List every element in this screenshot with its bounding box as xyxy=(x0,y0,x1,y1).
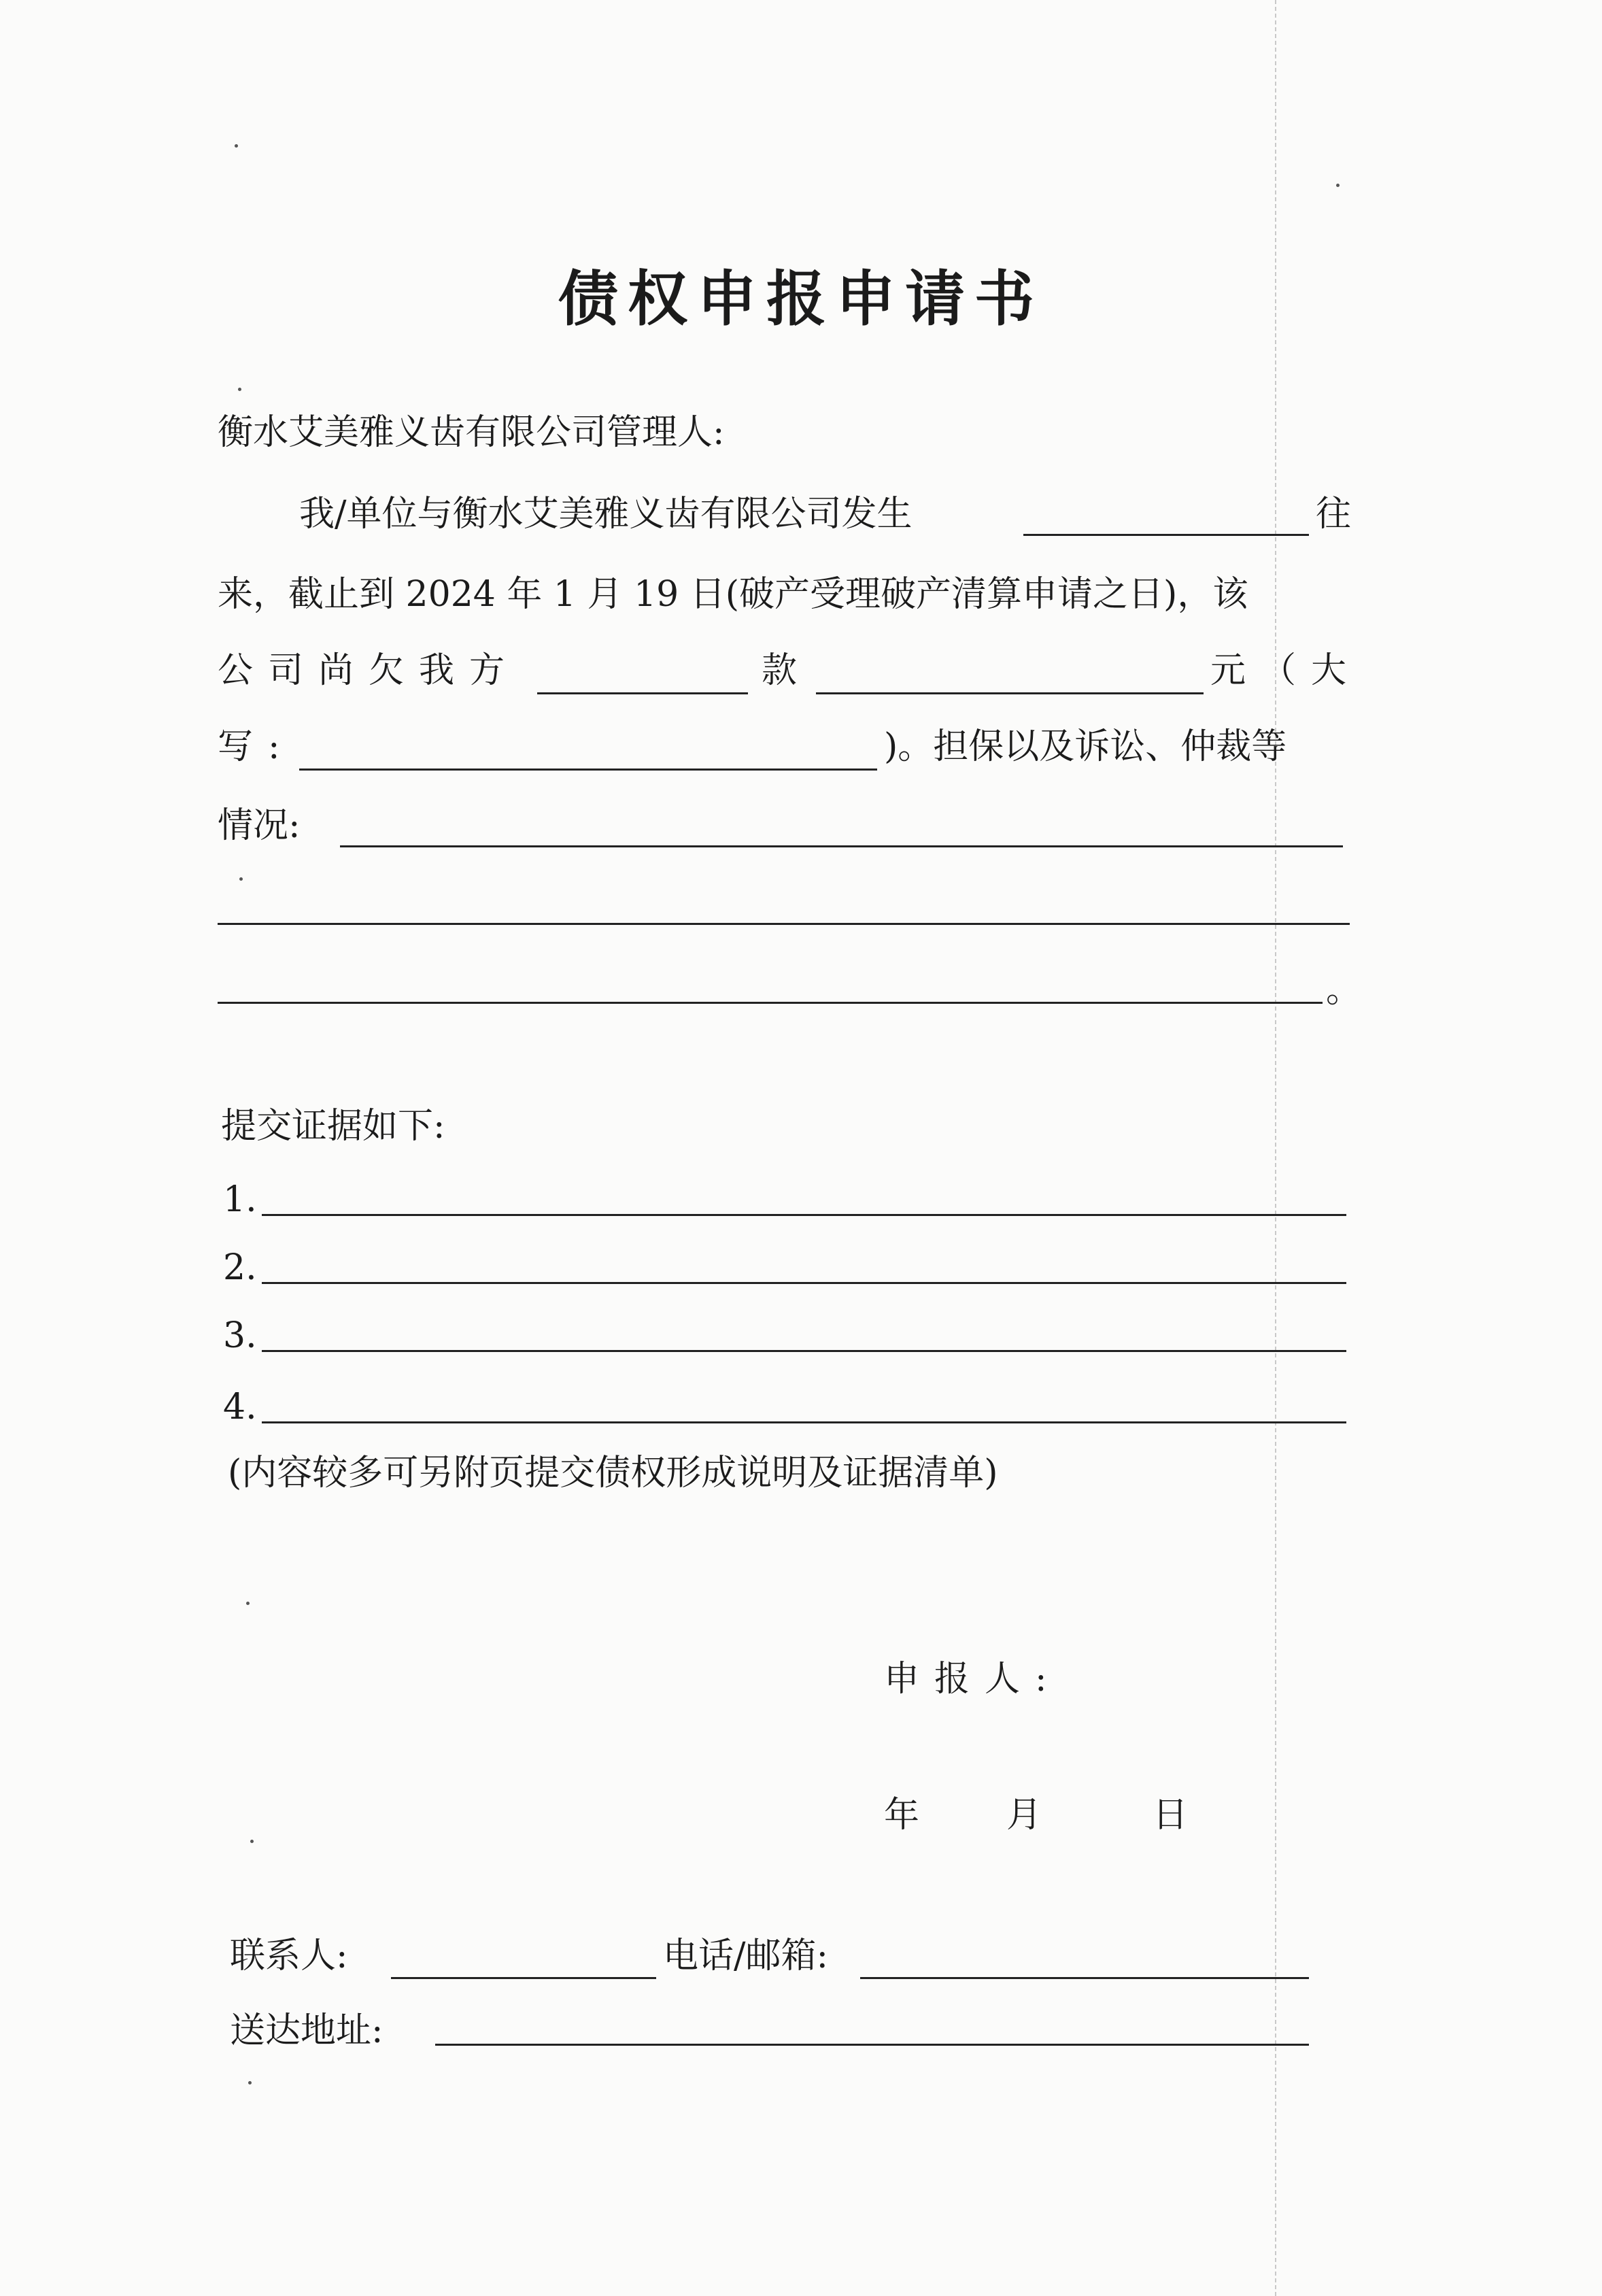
evidence-item-3-field[interactable] xyxy=(262,1350,1346,1352)
evidence-note: (内容较多可另附页提交债权形成说明及证据清单) xyxy=(228,1453,998,1493)
phone-email-label: 电话/邮箱: xyxy=(663,1936,829,1976)
amount-uppercase-field[interactable] xyxy=(299,769,877,771)
relationship-type-field[interactable] xyxy=(1023,534,1309,536)
date-day-label: 日 xyxy=(1153,1795,1189,1836)
body-line-4-a: 写: xyxy=(218,726,295,767)
scan-speck xyxy=(239,877,243,881)
body-line-3-a: 公司尚欠我方 xyxy=(218,650,520,691)
situation-field-line-1[interactable] xyxy=(340,845,1343,847)
scan-speck xyxy=(235,144,238,148)
situation-period: 。 xyxy=(1326,970,1362,1011)
body-line-3-c: 元（大 xyxy=(1210,650,1362,691)
evidence-item-4-label: 4. xyxy=(223,1387,257,1428)
scan-speck xyxy=(248,2081,252,2084)
body-line-3-b: 款 xyxy=(762,650,798,691)
phone-email-field[interactable] xyxy=(860,1977,1309,1979)
body-line-1-end: 往 xyxy=(1316,494,1352,535)
evidence-item-4-field[interactable] xyxy=(262,1421,1346,1423)
evidence-item-3-label: 3. xyxy=(223,1315,257,1356)
amount-field[interactable] xyxy=(816,692,1204,694)
contact-person-label: 联系人: xyxy=(230,1936,348,1976)
fold-line xyxy=(1275,0,1276,2296)
situation-field-line-2[interactable] xyxy=(218,923,1350,925)
document-title: 债权申报申请书 xyxy=(558,264,1044,334)
debt-type-field[interactable] xyxy=(537,692,748,694)
scan-speck xyxy=(250,1840,254,1843)
contact-person-field[interactable] xyxy=(391,1977,656,1979)
body-line-2: 来，截止到 2024 年 1 月 19 日(破产受理破产清算申请之日)，该 xyxy=(218,574,1248,615)
declarant-label: 申报人: xyxy=(884,1659,1062,1700)
evidence-item-2-field[interactable] xyxy=(262,1282,1346,1284)
evidence-item-1-label: 1. xyxy=(223,1179,257,1220)
body-line-1-start: 我/单位与衡水艾美雅义齿有限公司发生 xyxy=(299,494,913,535)
evidence-heading: 提交证据如下: xyxy=(221,1106,445,1147)
body-line-5: 情况: xyxy=(218,805,301,846)
evidence-item-1-field[interactable] xyxy=(262,1214,1346,1216)
scan-speck xyxy=(238,388,241,391)
addressee: 衡水艾美雅义齿有限公司管理人: xyxy=(218,412,725,453)
address-field[interactable] xyxy=(435,2044,1309,2046)
scan-speck xyxy=(1336,184,1340,187)
date-month-label: 月 xyxy=(1006,1795,1042,1836)
body-line-4-b: )。担保以及诉讼、仲裁等 xyxy=(884,726,1287,767)
situation-field-line-3[interactable] xyxy=(218,1002,1323,1004)
evidence-item-2-label: 2. xyxy=(223,1247,257,1288)
scan-speck xyxy=(246,1602,250,1605)
address-label: 送达地址: xyxy=(230,2010,384,2051)
date-year-label: 年 xyxy=(884,1795,920,1836)
